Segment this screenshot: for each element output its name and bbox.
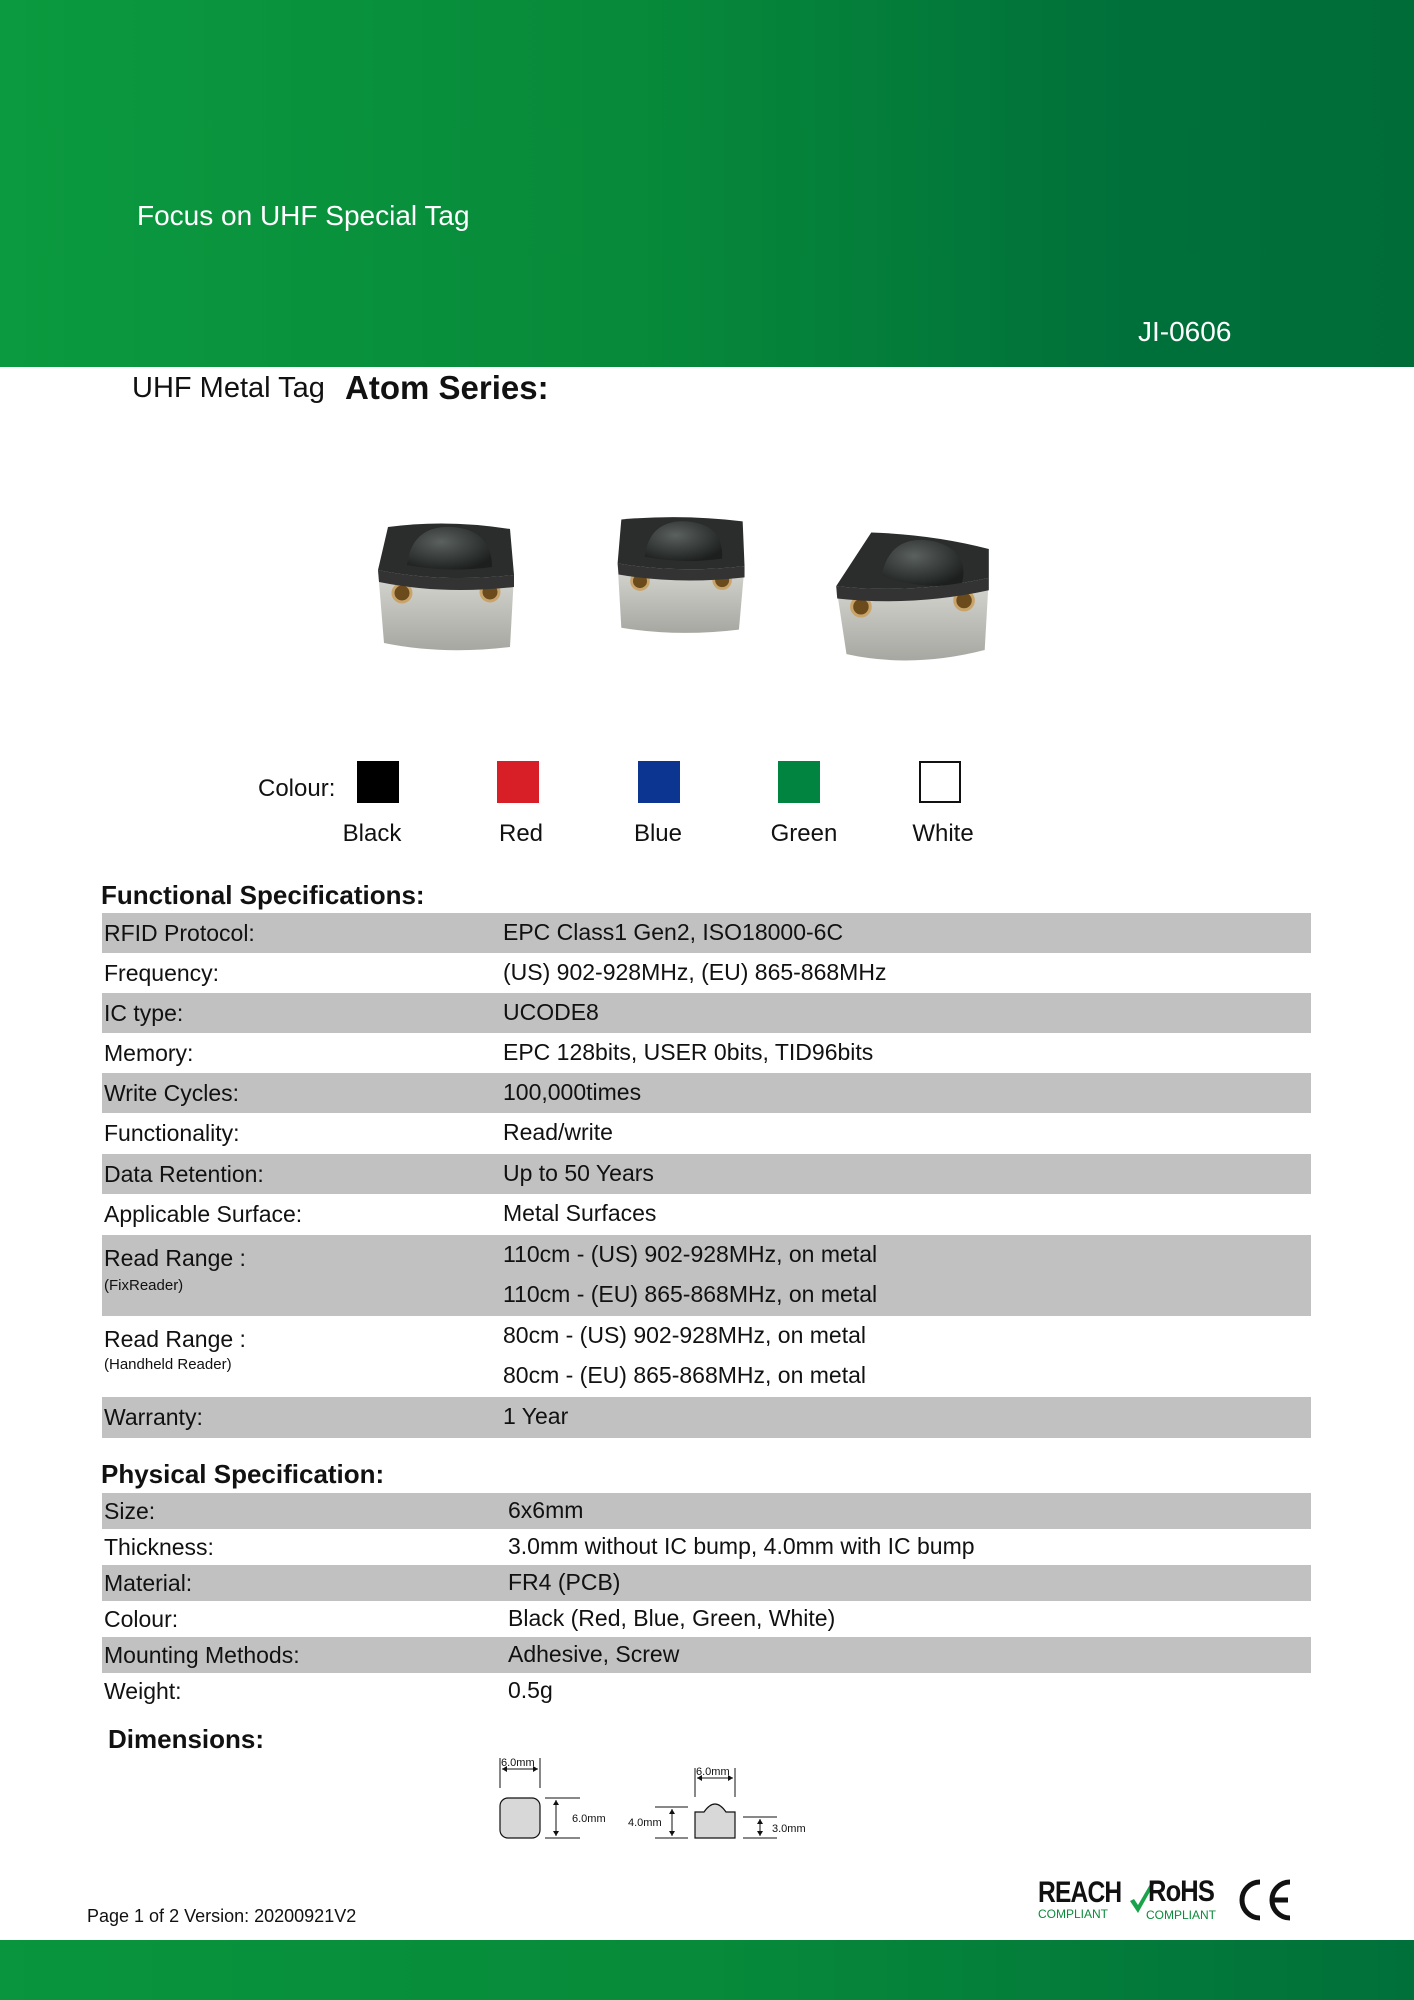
rohs-logo: RoHS COMPLIANT (1128, 1873, 1224, 1925)
spec-label: Functionality: (104, 1120, 240, 1146)
header-banner (0, 0, 1414, 367)
spec-row (102, 1601, 1311, 1637)
swatch-black (357, 761, 399, 803)
spec-value: 0.5g (508, 1677, 553, 1703)
physical-spec-table (102, 1493, 1311, 1709)
spec-value-secondary: 80cm - (EU) 865-868MHz, on metal (503, 1362, 867, 1388)
spec-label: Read Range : (104, 1245, 246, 1271)
dim-bump-height: 4.0mm (628, 1817, 662, 1829)
spec-row (102, 1194, 1311, 1235)
page-info: Page 1 of 2 Version: 20200921V2 (87, 1906, 357, 1926)
spec-label: Thickness: (104, 1534, 214, 1560)
reach-logo: REACH COMPLIANT (1038, 1876, 1122, 1921)
spec-label: Material: (104, 1570, 193, 1596)
swatch-white (919, 761, 961, 803)
spec-value-secondary: 110cm - (EU) 865-868MHz, on metal (503, 1281, 878, 1307)
swatch-green (778, 761, 820, 803)
spec-value: FR4 (PCB) (508, 1569, 621, 1595)
functional-spec-table (102, 913, 1311, 1438)
footer-banner (0, 1940, 1414, 2000)
spec-row (102, 953, 1311, 993)
spec-label: IC type: (104, 1000, 184, 1026)
spec-label: Frequency: (104, 960, 220, 986)
swatch-label-green: Green (770, 820, 838, 847)
spec-value: Adhesive, Screw (508, 1641, 680, 1667)
product-photo-2 (612, 512, 752, 652)
spec-row (102, 913, 1311, 953)
spec-value: Read/write (503, 1119, 613, 1145)
spec-value: 110cm - (US) 902-928MHz, on metal (503, 1241, 878, 1267)
product-category: UHF Metal Tag (132, 372, 325, 404)
spec-value: Up to 50 Years (503, 1160, 654, 1186)
spec-value: EPC 128bits, USER 0bits, TID96bits (503, 1039, 874, 1065)
spec-sublabel: (Handheld Reader) (104, 1356, 232, 1373)
spec-value: 100,000times (503, 1079, 642, 1105)
dimensions-drawing (490, 1750, 820, 1850)
spec-label: Weight: (104, 1678, 182, 1704)
product-photo-3 (830, 522, 995, 677)
spec-row (102, 1154, 1311, 1194)
spec-label: Write Cycles: (104, 1080, 240, 1106)
spec-value: (US) 902-928MHz, (EU) 865-868MHz (503, 959, 887, 985)
spec-row (102, 1565, 1311, 1601)
functional-spec-title: Functional Specifications: (101, 880, 425, 910)
spec-row (102, 1397, 1311, 1438)
dim-profile-width: 6.0mm (696, 1766, 730, 1778)
spec-label: Size: (104, 1498, 156, 1524)
spec-label: RFID Protocol: (104, 920, 255, 946)
spec-label: Applicable Surface: (104, 1201, 303, 1227)
spec-value: Metal Surfaces (503, 1200, 657, 1226)
spec-row (102, 1316, 1311, 1397)
model-number: JI-0606 (1138, 316, 1232, 347)
swatch-blue (638, 761, 680, 803)
spec-label: Read Range : (104, 1326, 246, 1352)
spec-row (102, 1673, 1311, 1709)
spec-value: 3.0mm without IC bump, 4.0mm with IC bump (508, 1533, 975, 1559)
spec-value: 80cm - (US) 902-928MHz, on metal (503, 1322, 867, 1348)
spec-value: 6x6mm (508, 1497, 584, 1523)
spec-value: 1 Year (503, 1403, 569, 1429)
spec-row (102, 1529, 1311, 1565)
spec-value: EPC Class1 Gen2, ISO18000-6C (503, 919, 844, 945)
spec-row (102, 993, 1311, 1033)
dim-base-height: 3.0mm (772, 1823, 806, 1835)
swatch-label-red: Red (498, 820, 544, 847)
spec-label: Warranty: (104, 1404, 203, 1430)
swatch-label-black: Black (342, 820, 402, 847)
dimensions-title: Dimensions: (108, 1724, 265, 1754)
spec-sublabel: (FixReader) (104, 1277, 184, 1294)
spec-row (102, 1033, 1311, 1073)
spec-row (102, 1073, 1311, 1113)
dim-side-height: 6.0mm (572, 1813, 606, 1825)
spec-row (102, 1637, 1311, 1673)
spec-row (102, 1493, 1311, 1529)
spec-value: UCODE8 (503, 999, 599, 1025)
spec-label: Colour: (104, 1606, 179, 1632)
spec-row (102, 1235, 1311, 1316)
swatch-label-blue: Blue (633, 820, 683, 847)
colour-label: Colour: (258, 775, 336, 802)
product-series: Atom Series: (345, 369, 549, 406)
swatch-label-white: White (912, 820, 974, 847)
spec-row (102, 1113, 1311, 1154)
spec-label: Data Retention: (104, 1161, 264, 1187)
spec-label: Mounting Methods: (104, 1642, 300, 1668)
header-tagline: Focus on UHF Special Tag (137, 200, 470, 231)
swatch-red (497, 761, 539, 803)
spec-value: Black (Red, Blue, Green, White) (508, 1605, 836, 1631)
dim-top-width: 6.0mm (501, 1757, 535, 1769)
physical-spec-title: Physical Specification: (101, 1459, 385, 1489)
ce-mark (1236, 1878, 1296, 1922)
product-photo-1 (372, 515, 522, 665)
spec-label: Memory: (104, 1040, 194, 1066)
